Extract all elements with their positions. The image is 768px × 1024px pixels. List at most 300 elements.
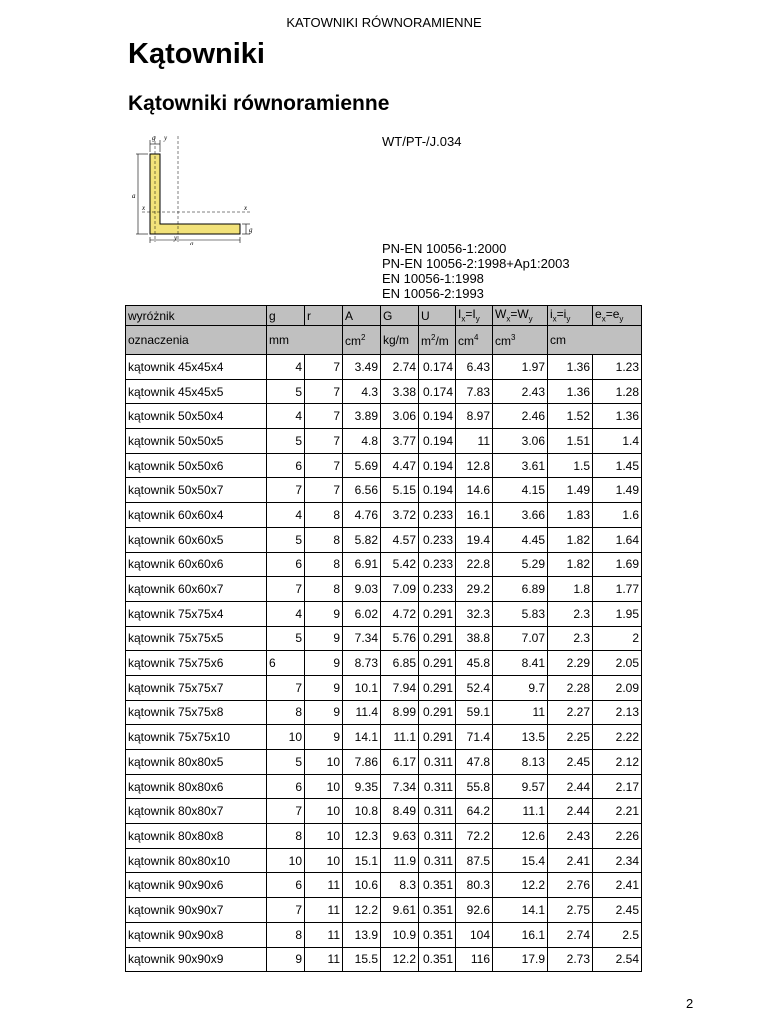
- cell-designation: kątownik 60x60x7: [126, 577, 267, 602]
- cell-I: 7.83: [456, 379, 493, 404]
- header-A: A: [343, 306, 381, 326]
- cell-U: 0.194: [419, 404, 456, 429]
- cell-designation: kątownik 75x75x6: [126, 651, 267, 676]
- table-row: [126, 478, 642, 503]
- cell-U: 0.194: [419, 453, 456, 478]
- cell-W: 11.1: [493, 799, 548, 824]
- cell-r: 7: [305, 355, 343, 380]
- cell-G: 9.63: [381, 824, 419, 849]
- cell-designation: kątownik 75x75x5: [126, 626, 267, 651]
- cell-A: 12.2: [343, 898, 381, 923]
- cell-designation: kątownik 60x60x4: [126, 503, 267, 528]
- cell-U: 0.194: [419, 429, 456, 454]
- cell-I: 80.3: [456, 873, 493, 898]
- cell-A: 6.56: [343, 478, 381, 503]
- cell-e: 1.64: [593, 527, 642, 552]
- cell-e: 2.09: [593, 675, 642, 700]
- cell-g: 5: [267, 527, 305, 552]
- cell-designation: kątownik 80x80x6: [126, 774, 267, 799]
- cell-U: 0.311: [419, 799, 456, 824]
- cell-W: 9.57: [493, 774, 548, 799]
- cell-i: 2.28: [548, 675, 593, 700]
- cell-A: 6.91: [343, 552, 381, 577]
- cell-e: 1.36: [593, 404, 642, 429]
- cell-g: 8: [267, 922, 305, 947]
- cell-W: 3.06: [493, 429, 548, 454]
- table-header-row: [126, 306, 642, 326]
- cell-e: 2.05: [593, 651, 642, 676]
- cell-I: 72.2: [456, 824, 493, 849]
- cell-e: 2.22: [593, 725, 642, 750]
- cell-designation: kątownik 60x60x5: [126, 527, 267, 552]
- cell-G: 3.77: [381, 429, 419, 454]
- cell-g: 6: [267, 552, 305, 577]
- cell-G: 2.74: [381, 355, 419, 380]
- cell-r: 10: [305, 824, 343, 849]
- cell-g: 6: [267, 873, 305, 898]
- cell-G: 5.76: [381, 626, 419, 651]
- unit-W: $cm^3$: [493, 326, 548, 355]
- cell-I: 8.97: [456, 404, 493, 429]
- table-row: [126, 626, 642, 651]
- cell-A: 4.3: [343, 379, 381, 404]
- cell-i: 2.45: [548, 750, 593, 775]
- cell-i: 1.83: [548, 503, 593, 528]
- unit-A: $cm^2$: [343, 326, 381, 355]
- cell-e: 1.49: [593, 478, 642, 503]
- cell-e: 1.4: [593, 429, 642, 454]
- cell-e: 2.34: [593, 848, 642, 873]
- unit-cm: cm: [548, 326, 642, 355]
- page-number: 2: [686, 996, 694, 1011]
- cell-A: 10.8: [343, 799, 381, 824]
- cell-i: 1.49: [548, 478, 593, 503]
- cell-G: 5.42: [381, 552, 419, 577]
- cell-A: 9.35: [343, 774, 381, 799]
- cell-I: 29.2: [456, 577, 493, 602]
- cell-A: 13.9: [343, 922, 381, 947]
- header-e: $e_x=e_y$: [593, 306, 642, 326]
- cell-U: 0.291: [419, 601, 456, 626]
- cell-r: 7: [305, 429, 343, 454]
- cell-designation: kątownik 50x50x7: [126, 478, 267, 503]
- unit-G: kg/m: [381, 326, 419, 355]
- table-row: [126, 922, 642, 947]
- cell-A: 3.49: [343, 355, 381, 380]
- cell-I: 12.8: [456, 453, 493, 478]
- cell-U: 0.291: [419, 725, 456, 750]
- cell-g: 8: [267, 824, 305, 849]
- cell-I: 14.6: [456, 478, 493, 503]
- header-r: r: [305, 306, 343, 326]
- cell-W: 4.15: [493, 478, 548, 503]
- cell-g: 7: [267, 577, 305, 602]
- table-row: [126, 873, 642, 898]
- header-I: $I_x=I_y$: [456, 306, 493, 326]
- cell-U: 0.233: [419, 552, 456, 577]
- cell-g: 5: [267, 379, 305, 404]
- table-row: [126, 774, 642, 799]
- angle-sections-table: [125, 305, 642, 972]
- cell-designation: kątownik 75x75x7: [126, 675, 267, 700]
- cell-I: 11: [456, 429, 493, 454]
- cell-G: 7.94: [381, 675, 419, 700]
- cell-r: 9: [305, 700, 343, 725]
- cell-I: 45.8: [456, 651, 493, 676]
- cell-g: 7: [267, 675, 305, 700]
- cell-G: 6.85: [381, 651, 419, 676]
- cell-g: 6: [267, 453, 305, 478]
- cell-A: 7.86: [343, 750, 381, 775]
- cell-g: 7: [267, 799, 305, 824]
- cell-G: 8.49: [381, 799, 419, 824]
- cell-W: 2.46: [493, 404, 548, 429]
- cell-r: 8: [305, 527, 343, 552]
- cell-W: 4.45: [493, 527, 548, 552]
- table-row: [126, 651, 642, 676]
- cell-W: 3.66: [493, 503, 548, 528]
- table-row: [126, 675, 642, 700]
- cell-g: 6: [267, 774, 305, 799]
- cell-W: 16.1: [493, 922, 548, 947]
- cell-r: 9: [305, 601, 343, 626]
- cell-r: 11: [305, 947, 343, 972]
- cell-i: 2.44: [548, 774, 593, 799]
- cell-G: 11.9: [381, 848, 419, 873]
- cell-e: 1.77: [593, 577, 642, 602]
- angle-profile-diagram: [128, 130, 268, 245]
- cell-g: 5: [267, 750, 305, 775]
- cell-e: 2.5: [593, 922, 642, 947]
- cell-designation: kątownik 90x90x7: [126, 898, 267, 923]
- cell-I: 47.8: [456, 750, 493, 775]
- cell-designation: kątownik 80x80x5: [126, 750, 267, 775]
- cell-G: 3.72: [381, 503, 419, 528]
- cell-g: 4: [267, 355, 305, 380]
- cell-designation: kątownik 80x80x8: [126, 824, 267, 849]
- cell-U: 0.311: [419, 848, 456, 873]
- cell-A: 15.5: [343, 947, 381, 972]
- cell-i: 1.52: [548, 404, 593, 429]
- unit-I: $cm^4$: [456, 326, 493, 355]
- cell-designation: kątownik 80x80x7: [126, 799, 267, 824]
- cell-g: 9: [267, 947, 305, 972]
- cell-r: 10: [305, 799, 343, 824]
- standard-item: EN 10056-1:1998: [382, 271, 484, 286]
- cell-g: 5: [267, 429, 305, 454]
- cell-U: 0.291: [419, 700, 456, 725]
- cell-G: 7.34: [381, 774, 419, 799]
- table-row: [126, 503, 642, 528]
- table-body: [126, 355, 642, 972]
- cell-G: 4.72: [381, 601, 419, 626]
- cell-r: 9: [305, 651, 343, 676]
- cell-U: 0.311: [419, 750, 456, 775]
- cell-U: 0.351: [419, 873, 456, 898]
- cell-G: 7.09: [381, 577, 419, 602]
- cell-W: 14.1: [493, 898, 548, 923]
- cell-g: 8: [267, 700, 305, 725]
- svg-text:g: g: [249, 226, 253, 234]
- svg-text:y: y: [174, 234, 178, 242]
- standard-item: PN-EN 10056-1:2000: [382, 241, 507, 256]
- cell-r: 11: [305, 873, 343, 898]
- cell-i: 2.74: [548, 922, 593, 947]
- cell-i: 2.3: [548, 626, 593, 651]
- table-row: [126, 355, 642, 380]
- page-title: Kątowniki: [128, 38, 265, 70]
- header-W: $W_x=W_y$: [493, 306, 548, 326]
- cell-e: 1.45: [593, 453, 642, 478]
- unit-U: $m^2/m$: [419, 326, 456, 355]
- profile-shape: [150, 154, 240, 234]
- cell-I: 6.43: [456, 355, 493, 380]
- cell-designation: kątownik 60x60x6: [126, 552, 267, 577]
- cell-e: 2.17: [593, 774, 642, 799]
- section-subtitle: Kątowniki równoramienne: [128, 92, 390, 115]
- cell-designation: kątownik 50x50x4: [126, 404, 267, 429]
- cell-U: 0.351: [419, 898, 456, 923]
- cell-W: 6.89: [493, 577, 548, 602]
- cell-G: 12.2: [381, 947, 419, 972]
- cell-e: 2.45: [593, 898, 642, 923]
- cell-r: 7: [305, 379, 343, 404]
- cell-i: 1.36: [548, 379, 593, 404]
- standard-item: PN-EN 10056-2:1998+Ap1:2003: [382, 256, 570, 271]
- cell-W: 8.41: [493, 651, 548, 676]
- cell-i: 2.73: [548, 947, 593, 972]
- header-U: U: [419, 306, 456, 326]
- cell-r: 10: [305, 774, 343, 799]
- cell-G: 6.17: [381, 750, 419, 775]
- cell-designation: kątownik 90x90x9: [126, 947, 267, 972]
- cell-A: 4.76: [343, 503, 381, 528]
- unit-oznaczenia: oznaczenia: [126, 326, 267, 355]
- cell-e: 2.26: [593, 824, 642, 849]
- cell-r: 7: [305, 404, 343, 429]
- cell-A: 9.03: [343, 577, 381, 602]
- cell-U: 0.233: [419, 527, 456, 552]
- cell-A: 5.82: [343, 527, 381, 552]
- table-row: [126, 577, 642, 602]
- cell-U: 0.291: [419, 626, 456, 651]
- header-i: $i_x=i_y$: [548, 306, 593, 326]
- cell-r: 8: [305, 503, 343, 528]
- cell-I: 22.8: [456, 552, 493, 577]
- cell-designation: kątownik 90x90x8: [126, 922, 267, 947]
- cell-A: 3.89: [343, 404, 381, 429]
- cell-g: 10: [267, 725, 305, 750]
- header-wyroznik: wyróżnik: [126, 306, 267, 326]
- cell-U: 0.351: [419, 922, 456, 947]
- table-row: [126, 725, 642, 750]
- cell-e: 2.21: [593, 799, 642, 824]
- cell-i: 1.36: [548, 355, 593, 380]
- table-row: [126, 700, 642, 725]
- cell-W: 2.43: [493, 379, 548, 404]
- cell-designation: kątownik 50x50x6: [126, 453, 267, 478]
- cell-U: 0.174: [419, 379, 456, 404]
- cell-r: 9: [305, 675, 343, 700]
- cell-g: 10: [267, 848, 305, 873]
- cell-U: 0.291: [419, 675, 456, 700]
- cell-A: 5.69: [343, 453, 381, 478]
- cell-G: 4.57: [381, 527, 419, 552]
- table-row: [126, 601, 642, 626]
- cell-A: 4.8: [343, 429, 381, 454]
- document-code: WT/PT-/J.034: [382, 134, 462, 149]
- cell-U: 0.174: [419, 355, 456, 380]
- cell-I: 116: [456, 947, 493, 972]
- cell-W: 17.9: [493, 947, 548, 972]
- cell-I: 19.4: [456, 527, 493, 552]
- cell-i: 1.5: [548, 453, 593, 478]
- cell-U: 0.351: [419, 947, 456, 972]
- cell-i: 2.29: [548, 651, 593, 676]
- cell-W: 9.7: [493, 675, 548, 700]
- cell-designation: kątownik 75x75x4: [126, 601, 267, 626]
- cell-A: 7.34: [343, 626, 381, 651]
- table-row: [126, 379, 642, 404]
- cell-e: 1.6: [593, 503, 642, 528]
- running-head: KATOWNIKI RÓWNORAMIENNE: [286, 15, 482, 30]
- cell-A: 11.4: [343, 700, 381, 725]
- cell-g: 4: [267, 601, 305, 626]
- cell-r: 8: [305, 552, 343, 577]
- cell-i: 2.27: [548, 700, 593, 725]
- cell-I: 52.4: [456, 675, 493, 700]
- cell-g: 7: [267, 898, 305, 923]
- cell-g: 7: [267, 478, 305, 503]
- cell-designation: kątownik 75x75x8: [126, 700, 267, 725]
- cell-G: 11.1: [381, 725, 419, 750]
- cell-e: 2.54: [593, 947, 642, 972]
- cell-G: 3.06: [381, 404, 419, 429]
- cell-I: 38.8: [456, 626, 493, 651]
- cell-W: 13.5: [493, 725, 548, 750]
- cell-W: 8.13: [493, 750, 548, 775]
- cell-i: 1.51: [548, 429, 593, 454]
- cell-i: 2.43: [548, 824, 593, 849]
- cell-W: 3.61: [493, 453, 548, 478]
- svg-text:y: y: [164, 134, 168, 142]
- cell-i: 2.75: [548, 898, 593, 923]
- cell-i: 2.25: [548, 725, 593, 750]
- cell-r: 7: [305, 478, 343, 503]
- cell-e: 2.12: [593, 750, 642, 775]
- cell-i: 1.8: [548, 577, 593, 602]
- table-row: [126, 429, 642, 454]
- cell-designation: kątownik 45x45x4: [126, 355, 267, 380]
- header-G: G: [381, 306, 419, 326]
- cell-G: 8.3: [381, 873, 419, 898]
- cell-W: 7.07: [493, 626, 548, 651]
- cell-i: 2.44: [548, 799, 593, 824]
- header-g: g: [267, 306, 305, 326]
- table-row: [126, 947, 642, 972]
- cell-A: 10.1: [343, 675, 381, 700]
- svg-text:x: x: [244, 204, 248, 212]
- cell-g: 5: [267, 626, 305, 651]
- cell-g: 6: [267, 651, 305, 676]
- cell-I: 71.4: [456, 725, 493, 750]
- cell-U: 0.194: [419, 478, 456, 503]
- table-row: [126, 750, 642, 775]
- table-row: [126, 898, 642, 923]
- table-row: [126, 552, 642, 577]
- svg-text:x: x: [142, 204, 146, 212]
- cell-e: 1.28: [593, 379, 642, 404]
- cell-e: 1.23: [593, 355, 642, 380]
- table-row: [126, 453, 642, 478]
- cell-designation: kątownik 45x45x5: [126, 379, 267, 404]
- standards-list: [382, 241, 570, 301]
- cell-A: 15.1: [343, 848, 381, 873]
- cell-designation: kątownik 90x90x6: [126, 873, 267, 898]
- cell-r: 9: [305, 725, 343, 750]
- cell-W: 1.97: [493, 355, 548, 380]
- svg-text:a: a: [190, 240, 194, 245]
- cell-r: 9: [305, 626, 343, 651]
- cell-W: 12.6: [493, 824, 548, 849]
- cell-I: 16.1: [456, 503, 493, 528]
- cell-I: 59.1: [456, 700, 493, 725]
- cell-e: 2: [593, 626, 642, 651]
- cell-U: 0.291: [419, 651, 456, 676]
- cell-G: 5.15: [381, 478, 419, 503]
- cell-G: 3.38: [381, 379, 419, 404]
- cell-designation: kątownik 50x50x5: [126, 429, 267, 454]
- table-units-row: [126, 326, 642, 355]
- cell-i: 2.41: [548, 848, 593, 873]
- cell-A: 10.6: [343, 873, 381, 898]
- cell-W: 11: [493, 700, 548, 725]
- cell-g: 4: [267, 503, 305, 528]
- table-row: [126, 848, 642, 873]
- cell-e: 1.69: [593, 552, 642, 577]
- cell-e: 2.41: [593, 873, 642, 898]
- svg-text:g: g: [152, 134, 156, 142]
- cell-r: 11: [305, 922, 343, 947]
- cell-I: 104: [456, 922, 493, 947]
- cell-A: 6.02: [343, 601, 381, 626]
- cell-r: 8: [305, 577, 343, 602]
- standard-item: EN 10056-2:1993: [382, 286, 484, 301]
- cell-e: 1.95: [593, 601, 642, 626]
- cell-U: 0.311: [419, 774, 456, 799]
- cell-r: 10: [305, 848, 343, 873]
- cell-W: 15.4: [493, 848, 548, 873]
- cell-G: 8.99: [381, 700, 419, 725]
- cell-A: 12.3: [343, 824, 381, 849]
- svg-text:a: a: [132, 192, 136, 200]
- cell-e: 2.13: [593, 700, 642, 725]
- cell-A: 8.73: [343, 651, 381, 676]
- cell-i: 2.3: [548, 601, 593, 626]
- cell-designation: kątownik 75x75x10: [126, 725, 267, 750]
- cell-U: 0.233: [419, 577, 456, 602]
- cell-g: 4: [267, 404, 305, 429]
- cell-i: 2.76: [548, 873, 593, 898]
- cell-i: 1.82: [548, 552, 593, 577]
- cell-I: 92.6: [456, 898, 493, 923]
- cell-G: 9.61: [381, 898, 419, 923]
- cell-designation: kątownik 80x80x10: [126, 848, 267, 873]
- cell-W: 12.2: [493, 873, 548, 898]
- table-row: [126, 799, 642, 824]
- cell-I: 55.8: [456, 774, 493, 799]
- cell-G: 4.47: [381, 453, 419, 478]
